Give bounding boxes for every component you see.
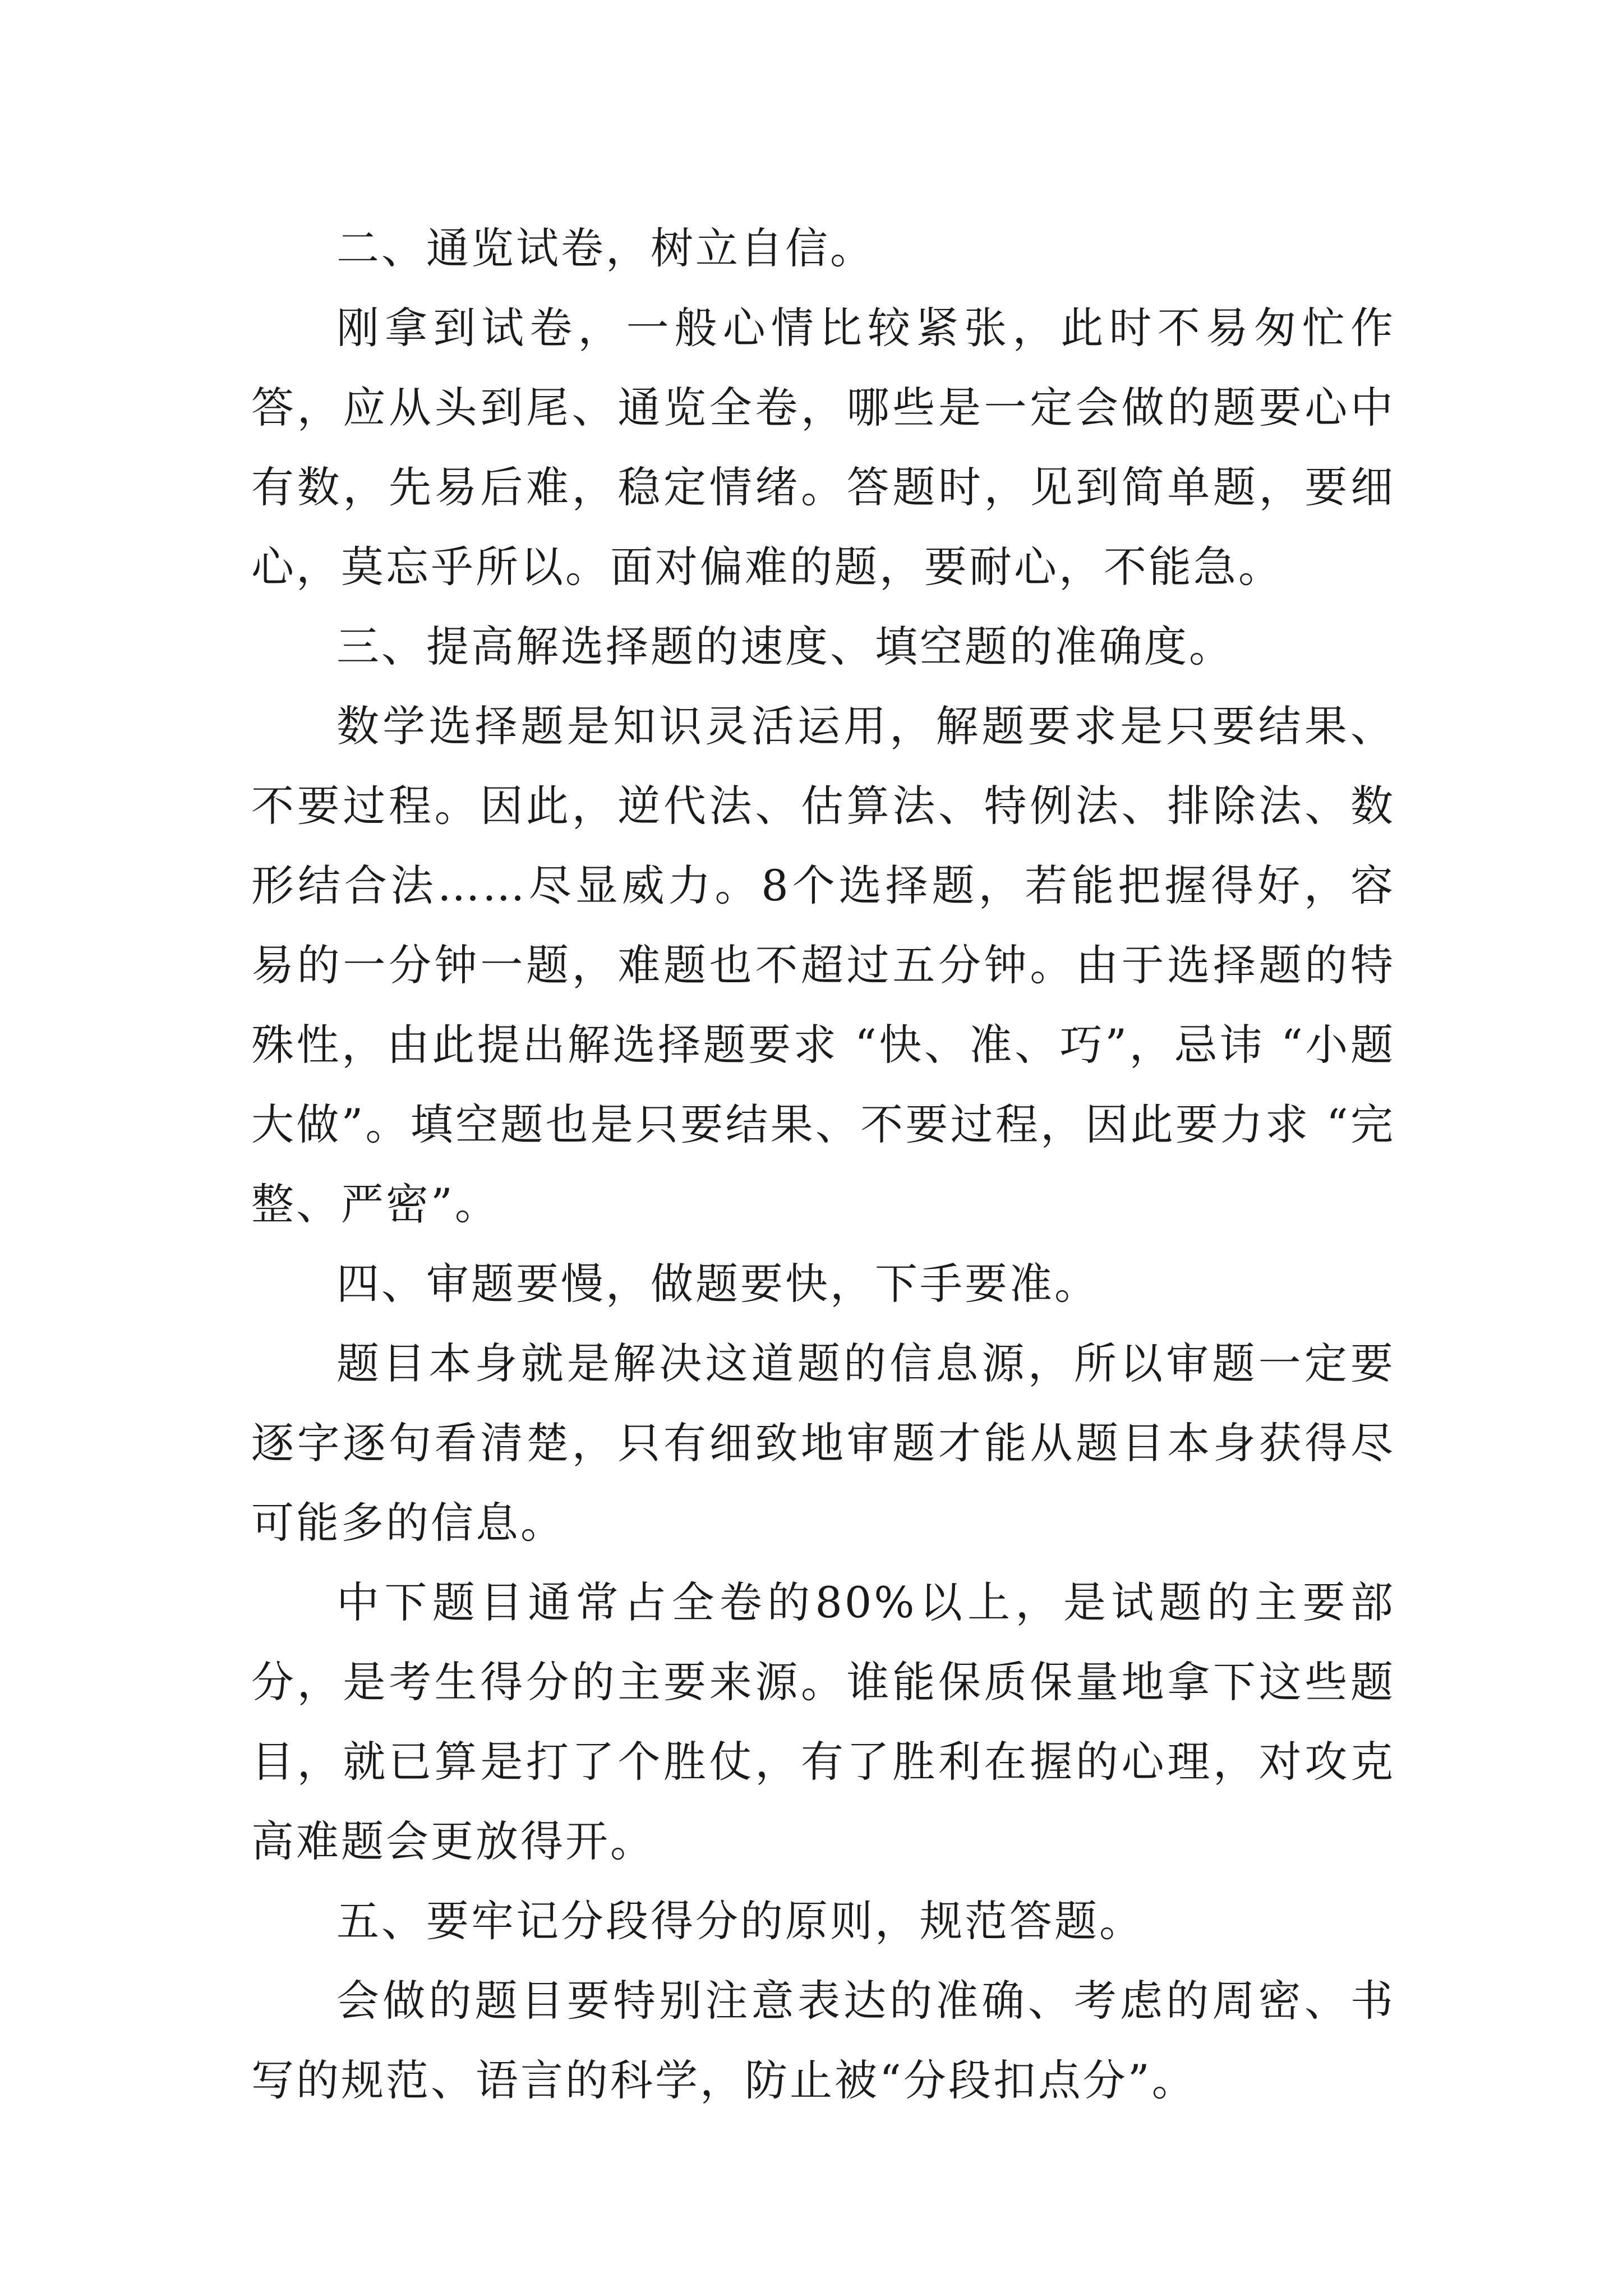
section-2-heading: 二、通览试卷，树立自信。 [336,223,875,273]
section-5-paragraph: 会做的题目要特别注意表达的准确、考虑的周密、书写的规范、语言的科学，防止被“分段扣点分”。 [251,1976,1395,2105]
section-4-heading: 四、审题要慢，做题要快，下手要准。 [336,1259,1099,1309]
section-2-paragraph: 刚拿到试卷，一般心情比较紧张，此时不易匆忙作答，应从头到尾、通览全卷，哪些是一定会做的题要心中有数，先易后难，稳定情绪。答题时，见到简单题，要细心，莫忘乎所以。面对偏难的题，要耐心，不能急。 [251,303,1395,592]
section-3-heading: 三、提高解选择题的速度、填空题的准确度。 [336,622,1234,671]
section-4-paragraph-1: 题目本身就是解决这道题的信息源，所以审题一定要逐字逐句看清楚，只有细致地审题才能从题目本身获得尽可能多的信息。 [251,1338,1395,1548]
section-4-paragraph-2: 中下题目通常占全卷的80%以上，是试题的主要部分，是考生得分的主要来源。谁能保质保量地拿下这些题目，就已算是打了个胜仗，有了胜利在握的心理，对攻克高难题会更放得开。 [251,1577,1395,1866]
section-3-paragraph: 数学选择题是知识灵活运用，解题要求是只要结果、不要过程。因此，逆代法、估算法、特例法、排除法、数形结合法……尽显威力。8个选择题，若能把握得好，容易的一分钟一题，难题也不超过五分钟。由于选择题的特殊性，由此提出解选择题要求 “快、准、巧”，忌讳 “小题大做”。填空题也是只要结果、不要过程，因此要力求 “完整、严密”。 [251,701,1395,1229]
section-5-heading: 五、要牢记分段得分的原则，规范答题。 [336,1896,1144,1946]
document-body [251,209,1395,2120]
